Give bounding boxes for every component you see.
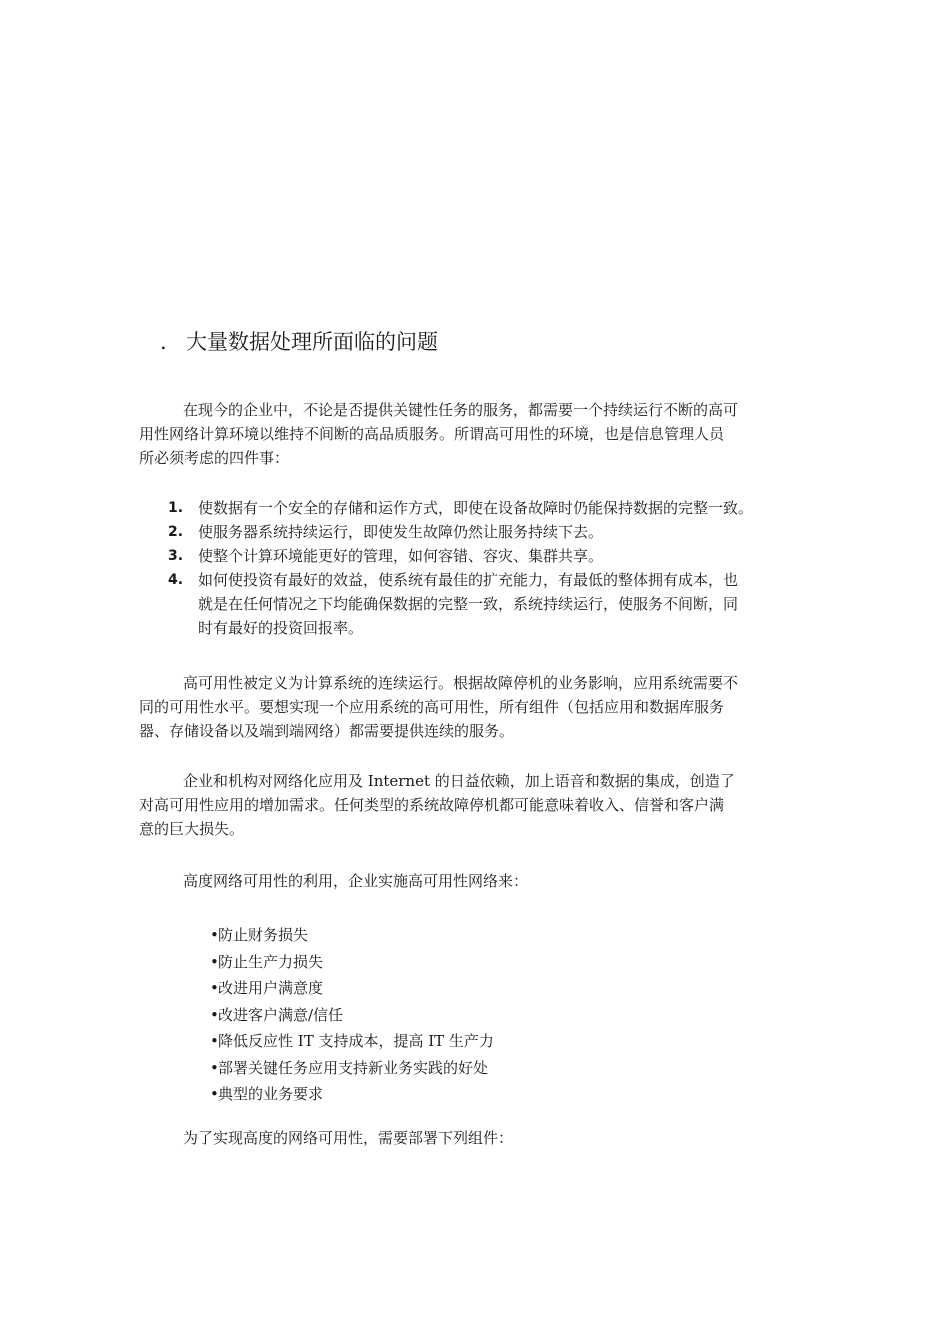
bullet-text: 改进用户满意度 — [218, 979, 324, 997]
paragraph-line: 对高可用性应用的增加需求。任何类型的系统故障停机都可能意味着收入、信誉和客户满 — [139, 796, 725, 814]
paragraph-line: 意的巨大损失。 — [139, 820, 245, 838]
bullet-marker: • — [210, 926, 219, 944]
bullet-text: 降低反应性 IT 支持成本，提高 IT 生产力 — [218, 1032, 494, 1050]
numbered-item — [168, 544, 828, 568]
bullet-text: 改进客户满意/信任 — [218, 1005, 344, 1024]
bullet-item — [210, 922, 494, 949]
paragraph-line: 高度网络可用性的利用，企业实施高可用性网络来： — [183, 872, 529, 890]
item-number: 3. — [168, 548, 184, 564]
item-text: 使整个计算环境能更好的管理，如何容错、容灾、集群共享。 — [198, 547, 604, 565]
item-text: 如何使投资有最好的效益，使系统有最佳的扩充能力，有最低的整体拥有成本，也 — [198, 571, 739, 589]
bullet-text: 防止财务损失 — [218, 926, 309, 944]
numbered-item — [168, 568, 828, 640]
numbered-item — [168, 496, 828, 520]
bullet-item — [210, 1055, 494, 1082]
intro-paragraph — [139, 398, 819, 470]
section-heading — [160, 326, 438, 356]
bullet-list — [210, 922, 494, 1108]
bullet-marker: • — [210, 1005, 219, 1024]
benefits-intro-paragraph — [139, 869, 819, 893]
heading-number: . — [160, 330, 167, 354]
paragraph-line: 用性网络计算环境以维持不间断的高品质服务。所谓高可用性的环境，也是信息管理人员 — [139, 425, 725, 443]
paragraph-line: 高可用性被定义为计算系统的连续运行。根据故障停机的业务影响，应用系统需要不 — [183, 674, 739, 692]
components-paragraph — [139, 1126, 819, 1150]
item-text: 就是在任何情况之下均能确保数据的完整一致，系统持续运行，使服务不间断，同 — [198, 595, 739, 613]
item-number: 4. — [168, 572, 184, 588]
bullet-marker: • — [210, 1032, 219, 1050]
bullet-marker: • — [210, 1085, 219, 1103]
numbered-list — [168, 496, 828, 640]
bullet-text: 部署关键任务应用支持新业务实践的好处 — [218, 1058, 489, 1077]
paragraph-line: 器、存储设备以及端到端网络）都需要提供连续的服务。 — [139, 722, 515, 740]
bullet-item — [210, 1028, 494, 1055]
bullet-item — [210, 1081, 494, 1108]
bullet-text: 防止生产力损失 — [218, 952, 324, 971]
bullet-item — [210, 949, 494, 976]
bullet-text: 典型的业务要求 — [218, 1085, 324, 1103]
item-text: 时有最好的投资回报率。 — [198, 619, 364, 637]
bullet-marker: • — [210, 1058, 219, 1077]
heading-title: 大量数据处理所面临的问题 — [186, 330, 438, 354]
bullet-item — [210, 1002, 494, 1029]
paragraph-line: 为了实现高度的网络可用性，需要部署下列组件： — [183, 1129, 514, 1147]
availability-paragraph — [139, 671, 819, 743]
paragraph-line: 企业和机构对网络化应用及 Internet 的日益依赖，加上语音和数据的集成，创造了 — [183, 772, 735, 790]
item-text: 使服务器系统持续运行，即使发生故障仍然让服务持续下去。 — [198, 523, 604, 541]
bullet-marker: • — [210, 952, 219, 971]
item-number: 1. — [168, 500, 184, 516]
item-text: 使数据有一个安全的存储和运作方式，即使在设备故障时仍能保持数据的完整一致。 — [198, 499, 754, 517]
bullet-marker: • — [210, 979, 219, 997]
paragraph-line: 所必须考虑的四件事： — [139, 449, 290, 467]
enterprise-paragraph — [139, 769, 819, 841]
numbered-item — [168, 520, 828, 544]
item-number: 2. — [168, 524, 184, 540]
bullet-item — [210, 975, 494, 1002]
paragraph-line: 同的可用性水平。要想实现一个应用系统的高可用性，所有组件（包括应用和数据库服务 — [139, 698, 725, 716]
paragraph-line: 在现今的企业中，不论是否提供关键性任务的服务，都需要一个持续运行不断的高可 — [183, 401, 739, 419]
